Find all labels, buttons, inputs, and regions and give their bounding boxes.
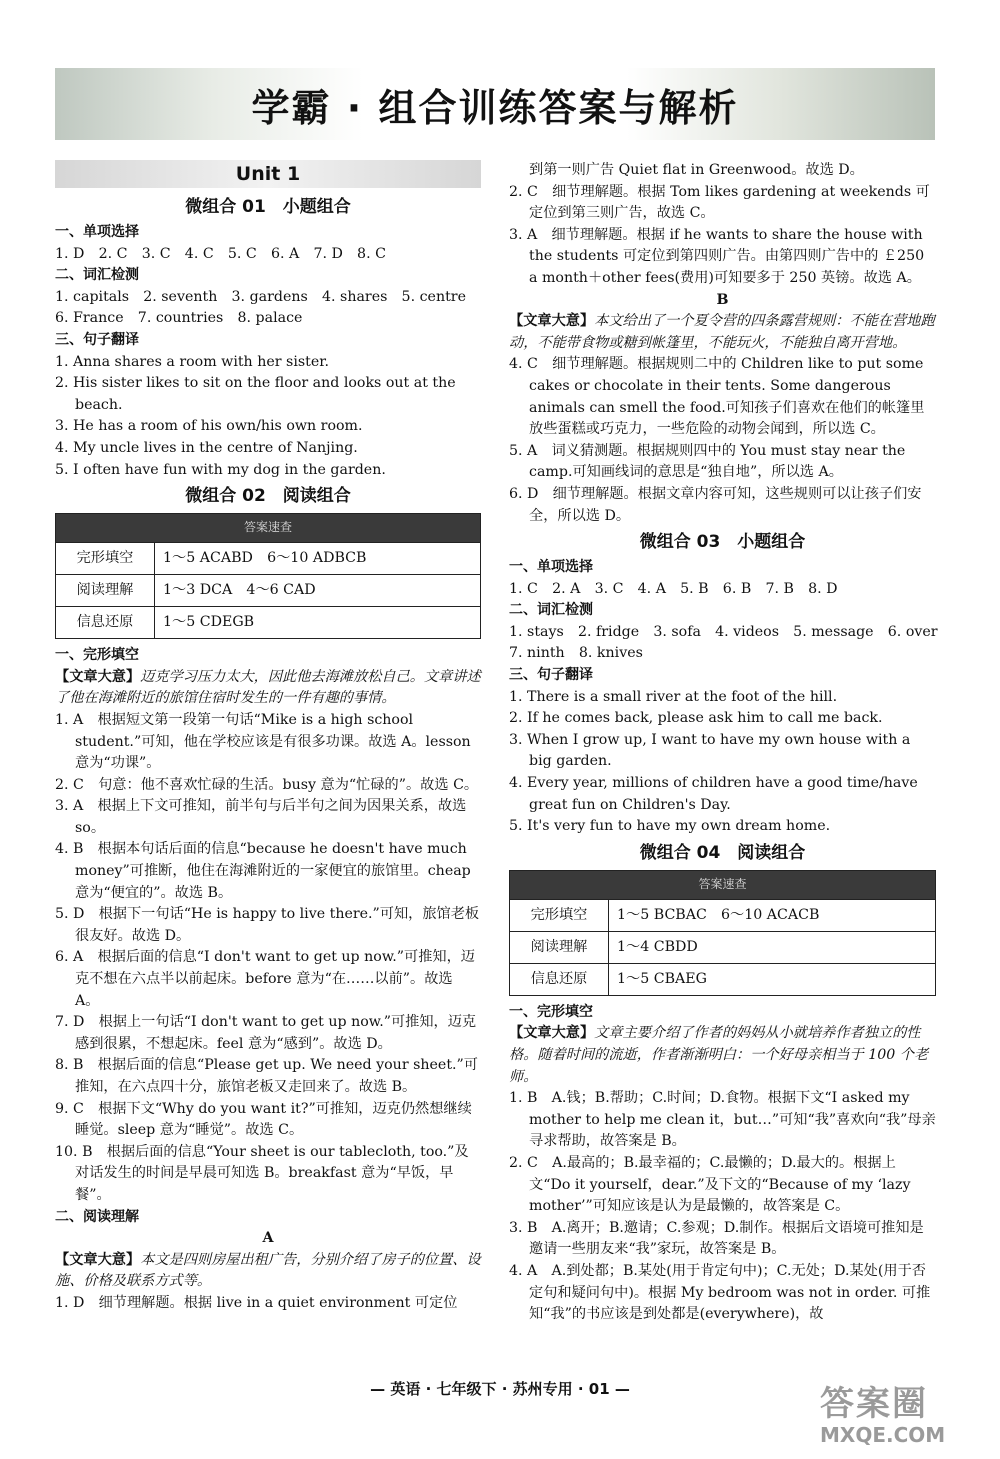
summary-text: 文章主要介绍了作者的妈妈从小就培养作者独立的性格。随着时间的流逝，作者渐渐明白：一个好母亲相当于 100 个老师。 xyxy=(509,1025,929,1085)
answer-item: 4. A A.到处都；B.某处(用于肯定句中)；C.无处；D.某处(用于否定句和疑问句中)。根据 My bedroom was not in order. 可推知“我”的书应该是到处都是(everywhere)，故 xyxy=(509,1262,931,1323)
answer-item: 2. C 句意：他不喜欢忙碌的生活。busy 意为“忙碌的”。故选 C。 xyxy=(55,776,479,793)
passage-letter: A xyxy=(262,1230,274,1247)
table-row xyxy=(510,963,936,995)
watermark-logo xyxy=(820,1385,990,1455)
answer-item: 4. C 细节理解题。根据规则二中的 Children like to put some cakes or chocolate in their tents. Some dangerous animals can smell the food.可知孩子们喜欢在他们的帐篷里放些蛋糕或巧克力，一些危险的动物会闻到，所以选 C。 xyxy=(509,356,925,438)
answer-line: 1. capitals 2. seventh 3. gardens 4. shares 5. centre xyxy=(55,288,466,305)
summary-label: 【文章大意】 xyxy=(55,1251,141,1268)
translation-item: 5. It's very fun to have my own dream home. xyxy=(509,818,831,835)
page-title: 学霸 · 组合训练答案与解析 xyxy=(251,85,739,130)
translation-item: 2. His sister likes to sit on the floor and looks out at the beach. xyxy=(55,375,456,413)
table-cell: 1～4 CBDD xyxy=(609,931,936,963)
table-cell: 1～5 BCBAC 6～10 ACACB xyxy=(609,899,936,931)
answer-item: 3. B A.离开；B.邀请；C.参观；D.制作。根据后文语境可推知是邀请一些朋友来“我”家玩，故答案是 B。 xyxy=(509,1219,924,1258)
subsection-title: 三、句子翻译 xyxy=(55,331,139,348)
answer-item: 6. D 细节理解题。根据文章内容可知，这些规则可以让孩子们安全，所以选 D。 xyxy=(509,485,922,524)
table-header: 答案速查 xyxy=(56,514,481,543)
translation-item: 4. My uncle lives in the centre of Nanjing. xyxy=(55,439,358,456)
answer-item: 1. B A.钱；B.帮助；C.时间；D.食物。根据下文“I asked my mother to help me clean it，but…”可知“我”喜欢向“我”母亲寻求帮助，故答案是 B。 xyxy=(509,1090,936,1150)
table-cell: 1～5 CDEGB xyxy=(155,607,481,639)
answer-item: 8. B 根据后面的信息“Please get up. We need your sheet.”可推知，在六点四十分，旅馆老板又走回来了。故选 B。 xyxy=(55,1057,478,1095)
table-cell: 1～5 ACABD 6～10 ADBCB xyxy=(155,543,481,575)
table-row xyxy=(510,931,936,963)
article-summary xyxy=(55,667,481,710)
answer-table xyxy=(509,870,936,996)
answer-item: 2. C 细节理解题。根据 Tom likes gardening at weekends 可定位到第三则广告，故选 C。 xyxy=(509,183,930,222)
table-cell: 阅读理解 xyxy=(56,575,155,607)
answer-table xyxy=(55,513,481,639)
answer-item: 3. A 细节理解题。根据 if he wants to share the house with the students 可定位到第四则广告。由第四则广告中的 ￡250 a month＋other fees(费用)可知要多于 250 英镑。故选 A。 xyxy=(509,226,925,286)
answer-item: 1. A 根据短文第一段第一句话“Mike is a high school student.”可知，他在学校应该是有很多功课。故选 A。lesson 意为“功课”。 xyxy=(55,711,471,772)
table-cell: 阅读理解 xyxy=(510,931,609,963)
summary-label: 【文章大意】 xyxy=(509,313,595,330)
subsection-title: 二、词汇检测 xyxy=(509,602,593,619)
table-cell: 信息还原 xyxy=(510,963,609,995)
summary-text: 本文给出了一个夏令营的四条露营规则：不能在营地跑动，不能带食物或糖到帐篷里，不能玩火，不能独自离开营地。 xyxy=(509,313,935,351)
translation-item: 5. I often have fun with my dog in the garden. xyxy=(55,461,386,478)
table-row xyxy=(56,543,481,575)
article-summary xyxy=(55,1250,481,1293)
answer-item: 6. A 根据后面的信息“I don't want to get up now.”可推知，迈克不想在六点半以前起床。before 意为“在……以前”。故选 A。 xyxy=(55,949,475,1009)
passage-letter: B xyxy=(716,291,729,308)
table-cell: 1～3 DCA 4～6 CAD xyxy=(155,575,481,607)
answer-line: 7. ninth 8. knives xyxy=(509,645,643,662)
subsection-title: 一、单项选择 xyxy=(55,224,139,240)
table-header: 答案速查 xyxy=(510,870,936,899)
subsection-title: 二、阅读理解 xyxy=(55,1208,139,1225)
subsection-title: 一、完形填空 xyxy=(509,1003,593,1020)
answer-line: 1. D 2. C 3. C 4. C 5. C 6. A 7. D 8. C xyxy=(55,245,386,262)
table-row xyxy=(56,607,481,639)
summary-label: 【文章大意】 xyxy=(509,1025,595,1042)
translation-item: 1. Anna shares a room with her sister. xyxy=(55,353,329,370)
subsection-title: 一、单项选择 xyxy=(509,559,593,576)
table-cell: 1～5 CBAEG xyxy=(609,963,936,995)
watermark-text: 答案圈 xyxy=(820,1384,928,1424)
watermark-url: MXQE.COM xyxy=(820,1423,946,1447)
answer-item: 5. A 词义猜测题。根据规则四中的 You must stay near the camp.可知画线词的意思是“独自地”，所以选 A。 xyxy=(509,442,906,481)
subsection-title: 三、句子翻译 xyxy=(509,667,593,684)
article-summary xyxy=(509,1023,936,1088)
answer-line: 6. France 7. countries 8. palace xyxy=(55,310,303,327)
subsection-title: 一、完形填空 xyxy=(55,647,139,664)
table-row xyxy=(56,575,481,607)
table-row xyxy=(510,899,936,931)
table-cell: 完形填空 xyxy=(510,899,609,931)
article-summary xyxy=(509,311,936,354)
answer-item: 3. A 根据上下文可推知，前半句与后半句之间为因果关系，故选 so。 xyxy=(55,798,467,836)
left-column xyxy=(55,160,481,1315)
section-title: 微组合 03 小题组合 xyxy=(639,532,806,553)
answer-item: 5. D 根据下一句话“He is happy to live there.”可知，旅馆老板很友好。故选 D。 xyxy=(55,906,480,944)
answer-item: 4. B 根据本句话后面的信息“because he doesn't have much money”可推断，他住在海滩附近的一家便宜的旅馆里。cheap 意为“便宜的”。故选 B。 xyxy=(55,841,471,901)
subsection-title: 二、词汇检测 xyxy=(55,267,139,284)
answer-item: 到第一则广告 Quiet flat in Greenwood。故选 D。 xyxy=(529,162,864,178)
right-column xyxy=(509,160,936,1326)
translation-item: 1. There is a small river at the foot of the hill. xyxy=(509,688,838,705)
section-title: 微组合 02 阅读组合 xyxy=(185,486,351,507)
table-cell: 信息还原 xyxy=(56,607,155,639)
unit-heading: Unit 1 xyxy=(55,160,481,188)
translation-item: 3. He has a room of his own/his own room. xyxy=(55,418,363,435)
answer-item: 1. D 细节理解题。根据 live in a quiet environment 可定位 xyxy=(55,1294,458,1311)
page-banner xyxy=(55,68,935,140)
translation-item: 4. Every year, millions of children have a good time/have great fun on Children's Day. xyxy=(509,775,918,813)
translation-item: 2. If he comes back, please ask him to call me back. xyxy=(509,710,883,727)
answer-item: 9. C 根据下文“Why do you want it?”可推知，迈克仍然想继续睡觉。sleep 意为“睡觉”。故选 C。 xyxy=(55,1100,472,1139)
table-cell: 完形填空 xyxy=(56,543,155,575)
answer-line: 1. stays 2. fridge 3. sofa 4. videos 5. message 6. over xyxy=(509,623,938,640)
answer-line: 1. C 2. A 3. C 4. A 5. B 6. B 7. B 8. D xyxy=(509,580,838,597)
answer-item: 2. C A.最高的；B.最幸福的；C.最懒的；D.最大的。根据上文“Do it yourself，dear.”及下文的“Because of my ‘lazy mother’”可知应该是认为是最懒的，故答案是 C。 xyxy=(509,1154,911,1215)
section-title: 微组合 01 小题组合 xyxy=(185,197,351,217)
answer-item: 7. D 根据上一句话“I don't want to get up now.”可推知，迈克感到很累，不想起床。feel 意为“感到”。故选 D。 xyxy=(55,1014,477,1052)
answer-item: 10. B 根据后面的信息“Your sheet is our tablecloth, too.”及对话发生的时间是早晨可知选 B。breakfast 意为“早饭，早餐”。 xyxy=(55,1143,469,1203)
summary-label: 【文章大意】 xyxy=(55,668,141,685)
translation-item: 3. When I grow up, I want to have my own house with a big garden. xyxy=(509,731,911,770)
page-footer: — 英语 · 七年级下 · 苏州专用 · 01 — xyxy=(370,1380,630,1398)
summary-text: 本文是四则房屋出租广告，分别介绍了房子的位置、设施、价格及联系方式等。 xyxy=(55,1251,481,1290)
section-title: 微组合 04 阅读组合 xyxy=(639,842,806,863)
summary-text: 迈克学习压力太大，因此他去海滩放松自己。文章讲述了他在海滩附近的旅馆住宿时发生的一件有趣的事情。 xyxy=(55,668,481,707)
